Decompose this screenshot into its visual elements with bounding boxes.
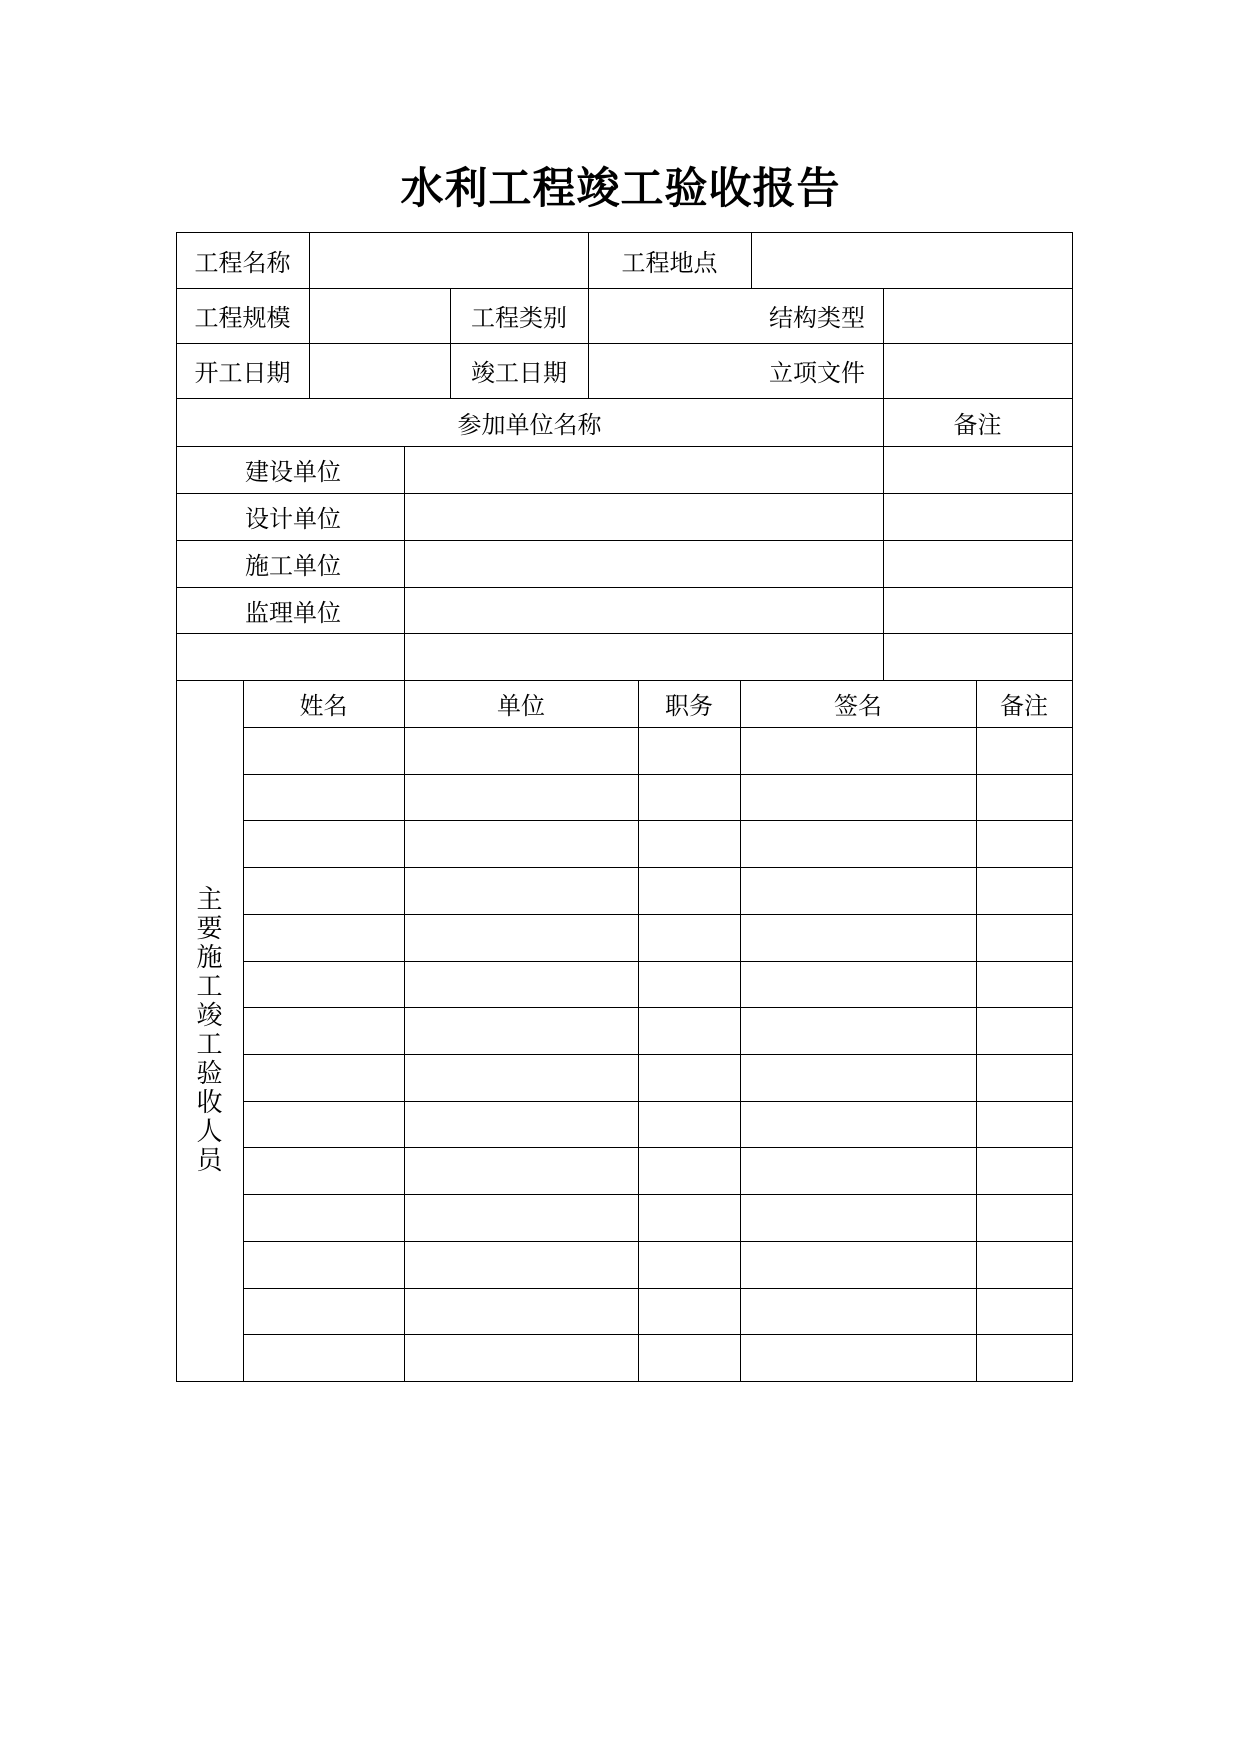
personnel-cell-remarks[interactable] bbox=[977, 1242, 1072, 1288]
personnel-cell-unit[interactable] bbox=[405, 1289, 638, 1335]
personnel-cell-name[interactable] bbox=[244, 915, 404, 961]
personnel-cell-remarks[interactable] bbox=[977, 821, 1072, 867]
personnel-cell-position[interactable] bbox=[639, 962, 740, 1008]
personnel-cell-remarks[interactable] bbox=[977, 775, 1072, 821]
project-name-label: 工程名称 bbox=[194, 248, 291, 277]
unit-name-contractor[interactable] bbox=[405, 541, 883, 587]
unit-name-supervision[interactable] bbox=[405, 588, 883, 633]
personnel-cell-unit[interactable] bbox=[405, 728, 638, 774]
col-header-name: 姓名 bbox=[299, 692, 348, 720]
unit-remark-contractor[interactable] bbox=[884, 541, 1072, 587]
col-header-signature: 签名 bbox=[834, 692, 882, 720]
personnel-cell-name[interactable] bbox=[244, 821, 404, 867]
structure-type-value[interactable] bbox=[884, 289, 1072, 343]
personnel-side-label-text: 主 要 施 工 竣 工 验 收 人 员 bbox=[196, 884, 223, 1176]
unit-remark-design[interactable] bbox=[884, 494, 1072, 540]
personnel-cell-signature[interactable] bbox=[741, 962, 976, 1008]
personnel-cell-signature[interactable] bbox=[741, 1289, 976, 1335]
personnel-cell-unit[interactable] bbox=[405, 1195, 638, 1241]
report-form bbox=[176, 232, 1073, 1382]
project-category-label: 工程类别 bbox=[471, 304, 567, 332]
col-header-remarks: 备注 bbox=[1000, 692, 1048, 720]
project-name-value[interactable] bbox=[310, 233, 588, 288]
project-location-label: 工程地点 bbox=[621, 248, 718, 277]
col-header-unit: 单位 bbox=[497, 692, 545, 720]
completion-date-value[interactable] bbox=[589, 344, 751, 398]
project-location-value[interactable] bbox=[752, 233, 1072, 288]
personnel-cell-remarks[interactable] bbox=[977, 1055, 1072, 1101]
personnel-cell-position[interactable] bbox=[639, 1289, 740, 1335]
personnel-cell-remarks[interactable] bbox=[977, 1008, 1072, 1054]
personnel-cell-signature[interactable] bbox=[741, 868, 976, 914]
project-category-value[interactable] bbox=[589, 289, 751, 343]
personnel-cell-signature[interactable] bbox=[741, 1335, 976, 1381]
personnel-cell-unit[interactable] bbox=[405, 1102, 638, 1148]
personnel-cell-position[interactable] bbox=[639, 1102, 740, 1148]
personnel-cell-signature[interactable] bbox=[741, 728, 976, 774]
personnel-cell-remarks[interactable] bbox=[977, 1335, 1072, 1381]
unit-label-construction: 建设单位 bbox=[245, 458, 341, 486]
personnel-cell-name[interactable] bbox=[244, 1289, 404, 1335]
unit-label-design: 设计单位 bbox=[245, 505, 341, 533]
personnel-cell-remarks[interactable] bbox=[977, 1102, 1072, 1148]
unit-name-construction[interactable] bbox=[405, 447, 883, 493]
personnel-cell-name[interactable] bbox=[244, 1148, 404, 1194]
personnel-cell-signature[interactable] bbox=[741, 1148, 976, 1194]
personnel-cell-unit[interactable] bbox=[405, 1148, 638, 1194]
personnel-cell-name[interactable] bbox=[244, 1008, 404, 1054]
start-date-label: 开工日期 bbox=[194, 359, 291, 387]
personnel-cell-unit[interactable] bbox=[405, 1055, 638, 1101]
personnel-cell-signature[interactable] bbox=[741, 1008, 976, 1054]
unit-remark-supervision[interactable] bbox=[884, 588, 1072, 633]
personnel-cell-position[interactable] bbox=[639, 1008, 740, 1054]
personnel-cell-position[interactable] bbox=[639, 915, 740, 961]
col-header-position: 职务 bbox=[665, 692, 713, 720]
personnel-cell-position[interactable] bbox=[639, 1055, 740, 1101]
personnel-cell-unit[interactable] bbox=[405, 868, 638, 914]
personnel-cell-signature[interactable] bbox=[741, 1195, 976, 1241]
completion-date-label: 竣工日期 bbox=[471, 359, 567, 387]
personnel-cell-signature[interactable] bbox=[741, 1242, 976, 1288]
personnel-cell-unit[interactable] bbox=[405, 1335, 638, 1381]
personnel-cell-position[interactable] bbox=[639, 1195, 740, 1241]
personnel-cell-remarks[interactable] bbox=[977, 868, 1072, 914]
personnel-cell-name[interactable] bbox=[244, 1055, 404, 1101]
unit-remark-construction[interactable] bbox=[884, 447, 1072, 493]
unit-label-supervision: 监理单位 bbox=[245, 598, 341, 627]
personnel-cell-position[interactable] bbox=[639, 775, 740, 821]
unit-name-design[interactable] bbox=[405, 494, 883, 540]
personnel-cell-signature[interactable] bbox=[741, 821, 976, 867]
personnel-cell-position[interactable] bbox=[639, 821, 740, 867]
project-scale-value[interactable] bbox=[310, 289, 450, 343]
personnel-cell-remarks[interactable] bbox=[977, 728, 1072, 774]
personnel-cell-name[interactable] bbox=[244, 1335, 404, 1381]
personnel-cell-position[interactable] bbox=[639, 868, 740, 914]
personnel-cell-unit[interactable] bbox=[405, 962, 638, 1008]
personnel-cell-position[interactable] bbox=[639, 1242, 740, 1288]
personnel-cell-name[interactable] bbox=[244, 1102, 404, 1148]
personnel-cell-remarks[interactable] bbox=[977, 1195, 1072, 1241]
personnel-cell-name[interactable] bbox=[244, 868, 404, 914]
personnel-side-label bbox=[176, 680, 243, 1381]
personnel-cell-position[interactable] bbox=[639, 1335, 740, 1381]
personnel-cell-unit[interactable] bbox=[405, 821, 638, 867]
personnel-cell-unit[interactable] bbox=[405, 915, 638, 961]
personnel-cell-remarks[interactable] bbox=[977, 1148, 1072, 1194]
personnel-cell-name[interactable] bbox=[244, 962, 404, 1008]
approval-doc-label: 立项文件 bbox=[769, 359, 865, 387]
personnel-cell-name[interactable] bbox=[244, 775, 404, 821]
personnel-cell-unit[interactable] bbox=[405, 1242, 638, 1288]
document-title: 水利工程竣工验收报告 bbox=[400, 164, 841, 214]
approval-doc-value[interactable] bbox=[884, 344, 1072, 398]
personnel-cell-signature[interactable] bbox=[741, 915, 976, 961]
personnel-cell-signature[interactable] bbox=[741, 775, 976, 821]
personnel-cell-unit[interactable] bbox=[405, 775, 638, 821]
unit-label-extra[interactable] bbox=[176, 633, 404, 680]
personnel-cell-name[interactable] bbox=[244, 728, 404, 774]
personnel-cell-remarks[interactable] bbox=[977, 962, 1072, 1008]
personnel-cell-unit[interactable] bbox=[405, 1008, 638, 1054]
personnel-cell-name[interactable] bbox=[244, 1242, 404, 1288]
unit-label-contractor: 施工单位 bbox=[245, 552, 341, 580]
unit-remark-extra[interactable] bbox=[884, 634, 1072, 680]
project-scale-label: 工程规模 bbox=[194, 304, 291, 332]
unit-name-extra[interactable] bbox=[405, 634, 883, 680]
units-remarks-header: 备注 bbox=[953, 410, 1002, 439]
personnel-cell-name[interactable] bbox=[244, 1195, 404, 1241]
units-header: 参加单位名称 bbox=[457, 410, 602, 439]
personnel-cell-signature[interactable] bbox=[741, 1055, 976, 1101]
start-date-value[interactable] bbox=[310, 344, 450, 398]
personnel-cell-position[interactable] bbox=[639, 728, 740, 774]
personnel-cell-remarks[interactable] bbox=[977, 1289, 1072, 1335]
personnel-cell-remarks[interactable] bbox=[977, 915, 1072, 961]
personnel-cell-signature[interactable] bbox=[741, 1102, 976, 1148]
personnel-cell-position[interactable] bbox=[639, 1148, 740, 1194]
structure-type-label: 结构类型 bbox=[769, 304, 865, 332]
